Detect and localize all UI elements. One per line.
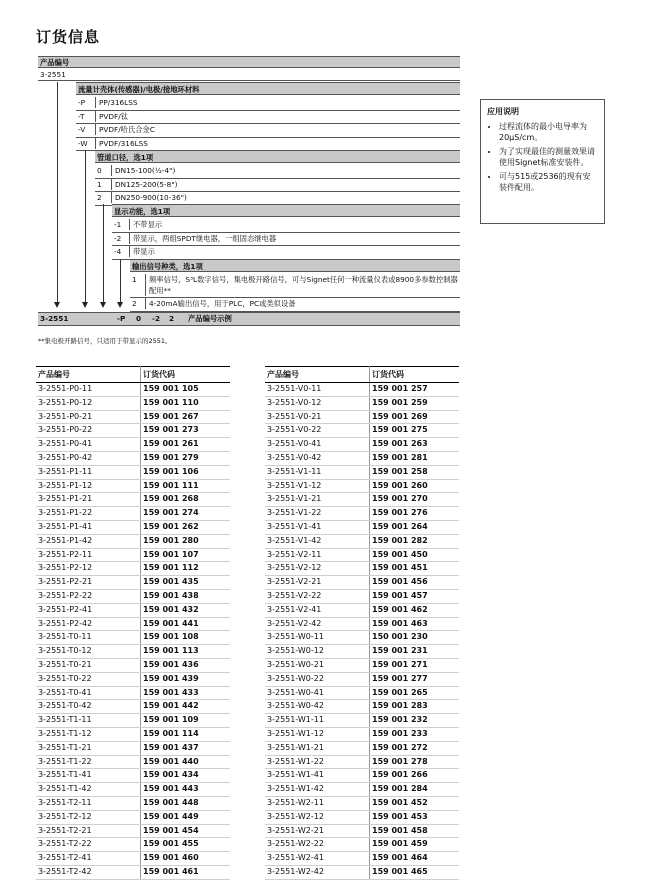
option-desc: PVDF/316LSS bbox=[95, 138, 460, 149]
table-row bbox=[36, 796, 230, 810]
order-code: 150 001 230 bbox=[370, 631, 460, 645]
part-number: 3-2551-P2-21 bbox=[36, 576, 141, 590]
option-code: -V bbox=[78, 125, 86, 134]
table-row bbox=[265, 700, 459, 714]
table-row bbox=[36, 410, 230, 424]
option-code: -P bbox=[78, 98, 86, 107]
example-size: 0 bbox=[136, 314, 142, 323]
table-row bbox=[36, 576, 230, 590]
table-row bbox=[265, 783, 459, 797]
table-row bbox=[265, 727, 459, 741]
table-row bbox=[36, 645, 230, 659]
table-row bbox=[36, 589, 230, 603]
table-row bbox=[265, 810, 459, 824]
table-row bbox=[36, 507, 230, 521]
order-code: 159 001 275 bbox=[370, 424, 460, 438]
order-code: 159 001 259 bbox=[370, 396, 460, 410]
order-code: 159 001 257 bbox=[370, 383, 460, 397]
table-row bbox=[36, 383, 230, 397]
option-row bbox=[76, 110, 460, 125]
order-code: 159 001 111 bbox=[141, 479, 231, 493]
part-number: 3-2551-W1-11 bbox=[265, 714, 370, 728]
part-number: 3-2551-P2-22 bbox=[36, 589, 141, 603]
part-number: 3-2551-P0-12 bbox=[36, 396, 141, 410]
order-code: 159 001 232 bbox=[370, 714, 460, 728]
order-code: 159 001 269 bbox=[370, 410, 460, 424]
footnote: **集电极开路信号，只适用于带显示的2551。 bbox=[38, 337, 172, 345]
group-output-header: 输出信号种类，选1项 bbox=[130, 259, 460, 272]
option-code: -1 bbox=[114, 220, 122, 229]
order-code: 159 001 456 bbox=[370, 576, 460, 590]
table-row bbox=[36, 631, 230, 645]
order-code: 159 001 439 bbox=[141, 672, 231, 686]
connector-line bbox=[103, 204, 104, 304]
table-row bbox=[36, 451, 230, 465]
order-code: 159 001 460 bbox=[141, 852, 231, 866]
table-row bbox=[265, 520, 459, 534]
order-code: 159 001 266 bbox=[370, 769, 460, 783]
part-number: 3-2551-P0-42 bbox=[36, 451, 141, 465]
part-number: 3-2551-T0-11 bbox=[36, 631, 141, 645]
order-code: 159 001 436 bbox=[141, 658, 231, 672]
order-code: 159 001 451 bbox=[370, 562, 460, 576]
option-row bbox=[112, 245, 460, 260]
option-row bbox=[112, 218, 460, 233]
table-row bbox=[265, 576, 459, 590]
part-number: 3-2551-T2-12 bbox=[36, 810, 141, 824]
order-code: 159 001 433 bbox=[141, 686, 231, 700]
part-number: 3-2551-W2-22 bbox=[265, 838, 370, 852]
table-row bbox=[36, 465, 230, 479]
table-row bbox=[265, 589, 459, 603]
option-code: -4 bbox=[114, 247, 122, 256]
part-number: 3-2551-V1-11 bbox=[265, 465, 370, 479]
part-number: 3-2551-W0-42 bbox=[265, 700, 370, 714]
table-row bbox=[36, 810, 230, 824]
option-code: 2 bbox=[97, 193, 102, 202]
option-desc: DN250-900(10-36") bbox=[111, 192, 460, 203]
table-row bbox=[265, 438, 459, 452]
part-number: 3-2551-T1-42 bbox=[36, 783, 141, 797]
col-part-header: 产品编号 bbox=[265, 367, 370, 383]
arrow-icon bbox=[117, 302, 123, 308]
table-row bbox=[265, 479, 459, 493]
table-row bbox=[36, 824, 230, 838]
col-code-header: 订货代码 bbox=[141, 367, 231, 383]
part-number: 3-2551-W2-41 bbox=[265, 852, 370, 866]
order-code: 159 001 438 bbox=[141, 589, 231, 603]
part-number: 3-2551-V2-41 bbox=[265, 603, 370, 617]
order-code: 159 001 108 bbox=[141, 631, 231, 645]
table-row bbox=[265, 838, 459, 852]
order-code: 159 001 459 bbox=[370, 838, 460, 852]
order-code: 159 001 464 bbox=[370, 852, 460, 866]
order-code: 159 001 280 bbox=[141, 534, 231, 548]
table-row bbox=[36, 424, 230, 438]
example-material: -P bbox=[117, 314, 126, 323]
part-number: 3-2551-P0-11 bbox=[36, 383, 141, 397]
table-row bbox=[265, 424, 459, 438]
order-code: 159 001 265 bbox=[370, 686, 460, 700]
part-number: 3-2551-V1-41 bbox=[265, 520, 370, 534]
order-code: 159 001 452 bbox=[370, 796, 460, 810]
part-number: 3-2551-P2-11 bbox=[36, 548, 141, 562]
table-row bbox=[36, 438, 230, 452]
order-code: 159 001 462 bbox=[370, 603, 460, 617]
table-row bbox=[265, 507, 459, 521]
table-row bbox=[36, 700, 230, 714]
part-number: 3-2551-W1-22 bbox=[265, 755, 370, 769]
order-code: 159 001 258 bbox=[370, 465, 460, 479]
order-code: 159 001 231 bbox=[370, 645, 460, 659]
part-number: 3-2551-W0-11 bbox=[265, 631, 370, 645]
option-desc: 带显示，两组SPDT继电器，一组固态继电器 bbox=[129, 233, 460, 244]
table-row bbox=[265, 631, 459, 645]
table-row bbox=[265, 672, 459, 686]
connector-line bbox=[120, 259, 121, 304]
table-row bbox=[265, 562, 459, 576]
order-code: 159 001 463 bbox=[370, 617, 460, 631]
example-display: -2 bbox=[152, 314, 161, 323]
order-code: 159 001 274 bbox=[141, 507, 231, 521]
part-number: 3-2551-V2-11 bbox=[265, 548, 370, 562]
part-number: 3-2551-P1-11 bbox=[36, 465, 141, 479]
table-row bbox=[265, 645, 459, 659]
order-code: 159 001 449 bbox=[141, 810, 231, 824]
part-number: 3-2551-V0-12 bbox=[265, 396, 370, 410]
table-row bbox=[36, 755, 230, 769]
part-number: 3-2551-V0-22 bbox=[265, 424, 370, 438]
option-code: -T bbox=[78, 111, 85, 121]
part-number: 3-2551-V1-21 bbox=[265, 493, 370, 507]
part-number: 3-2551-V0-42 bbox=[265, 451, 370, 465]
order-code: 159 001 110 bbox=[141, 396, 231, 410]
part-number: 3-2551-T1-11 bbox=[36, 714, 141, 728]
part-number: 3-2551-T1-21 bbox=[36, 741, 141, 755]
option-desc: PVDF/哈氏合金C bbox=[95, 124, 460, 135]
table-row bbox=[265, 451, 459, 465]
part-number: 3-2551-T1-41 bbox=[36, 769, 141, 783]
part-number: 3-2551-V1-12 bbox=[265, 479, 370, 493]
table-row bbox=[265, 714, 459, 728]
part-number: 3-2551-W0-12 bbox=[265, 645, 370, 659]
table-row bbox=[265, 824, 459, 838]
table-row bbox=[36, 852, 230, 866]
part-number: 3-2551-T2-41 bbox=[36, 852, 141, 866]
part-number: 3-2551-T2-11 bbox=[36, 796, 141, 810]
order-code: 159 001 281 bbox=[370, 451, 460, 465]
table-row bbox=[265, 617, 459, 631]
table-row bbox=[265, 865, 459, 879]
part-number: 3-2551-T2-21 bbox=[36, 824, 141, 838]
part-number: 3-2551-P1-12 bbox=[36, 479, 141, 493]
order-code: 159 001 457 bbox=[370, 589, 460, 603]
part-number: 3-2551-P0-22 bbox=[36, 424, 141, 438]
group-pipe-size-header: 管道口径，选1项 bbox=[95, 150, 460, 163]
table-row bbox=[36, 479, 230, 493]
order-code: 159 001 105 bbox=[141, 383, 231, 397]
order-code: 159 001 455 bbox=[141, 838, 231, 852]
option-row bbox=[76, 137, 460, 152]
example-base: 3-2551 bbox=[40, 314, 69, 323]
order-code: 159 001 279 bbox=[141, 451, 231, 465]
table-row bbox=[265, 796, 459, 810]
option-code: 2 bbox=[132, 299, 137, 308]
option-row bbox=[95, 164, 460, 179]
table-row bbox=[265, 548, 459, 562]
order-code: 159 001 107 bbox=[141, 548, 231, 562]
group-display-header: 显示功能，选1项 bbox=[112, 204, 460, 217]
option-desc: 频率信号，S³L数字信号，集电极开路信号，可与Signet任何一种流量仪表或8900多参数控制器配用** bbox=[145, 274, 460, 296]
note-item: • 为了实现最佳的测量效果请使用Signet标准安装件。 bbox=[499, 146, 598, 168]
order-code: 159 001 273 bbox=[141, 424, 231, 438]
table-row bbox=[36, 658, 230, 672]
order-code: 159 001 263 bbox=[370, 438, 460, 452]
order-code: 159 001 461 bbox=[141, 865, 231, 879]
part-number: 3-2551-T0-22 bbox=[36, 672, 141, 686]
table-row bbox=[265, 383, 459, 397]
order-code: 159 001 434 bbox=[141, 769, 231, 783]
part-number: 3-2551-W0-22 bbox=[265, 672, 370, 686]
order-code: 159 001 450 bbox=[370, 548, 460, 562]
part-number: 3-2551-W0-21 bbox=[265, 658, 370, 672]
table-row bbox=[265, 769, 459, 783]
parts-table-left bbox=[36, 366, 230, 880]
part-number: 3-2551-T0-42 bbox=[36, 700, 141, 714]
table-row bbox=[36, 534, 230, 548]
table-row bbox=[265, 465, 459, 479]
option-desc: 带显示 bbox=[129, 246, 460, 257]
option-code: 1 bbox=[132, 275, 137, 284]
table-row bbox=[265, 410, 459, 424]
option-desc: 不带显示 bbox=[129, 219, 460, 230]
product-no-header: 产品编号 bbox=[38, 56, 460, 68]
order-code: 159 001 437 bbox=[141, 741, 231, 755]
table-row bbox=[265, 686, 459, 700]
col-code-header: 订货代码 bbox=[370, 367, 460, 383]
part-number: 3-2551-V2-21 bbox=[265, 576, 370, 590]
arrow-icon bbox=[82, 302, 88, 308]
table-row bbox=[265, 852, 459, 866]
order-code: 159 001 284 bbox=[370, 783, 460, 797]
table-row bbox=[36, 686, 230, 700]
option-row bbox=[130, 297, 460, 312]
table-row bbox=[265, 741, 459, 755]
order-code: 159 001 270 bbox=[370, 493, 460, 507]
order-code: 159 001 448 bbox=[141, 796, 231, 810]
order-code: 159 001 441 bbox=[141, 617, 231, 631]
notes-list bbox=[487, 121, 598, 193]
option-code: 1 bbox=[97, 179, 102, 189]
part-number: 3-2551-W2-12 bbox=[265, 810, 370, 824]
connector-line bbox=[57, 82, 58, 304]
order-code: 159 001 440 bbox=[141, 755, 231, 769]
part-number: 3-2551-V0-41 bbox=[265, 438, 370, 452]
part-number: 3-2551-P2-42 bbox=[36, 617, 141, 631]
option-desc: DN15-100(½-4") bbox=[111, 165, 460, 176]
option-row bbox=[76, 96, 460, 111]
order-code: 159 001 278 bbox=[370, 755, 460, 769]
part-number: 3-2551-V0-11 bbox=[265, 383, 370, 397]
part-number: 3-2551-P2-41 bbox=[36, 603, 141, 617]
option-code: -2 bbox=[114, 233, 122, 243]
order-code: 159 001 272 bbox=[370, 741, 460, 755]
part-number: 3-2551-P1-41 bbox=[36, 520, 141, 534]
table-row bbox=[36, 783, 230, 797]
table-row bbox=[36, 865, 230, 879]
part-number: 3-2551-T0-41 bbox=[36, 686, 141, 700]
example-row bbox=[38, 312, 460, 326]
table-row bbox=[265, 534, 459, 548]
example-label: 产品编号示例 bbox=[188, 314, 232, 323]
order-code: 159 001 262 bbox=[141, 520, 231, 534]
order-code: 159 001 112 bbox=[141, 562, 231, 576]
part-number: 3-2551-T0-12 bbox=[36, 645, 141, 659]
option-row bbox=[95, 178, 460, 193]
part-number: 3-2551-P1-42 bbox=[36, 534, 141, 548]
part-number: 3-2551-V1-42 bbox=[265, 534, 370, 548]
order-code: 159 001 442 bbox=[141, 700, 231, 714]
part-number: 3-2551-T2-22 bbox=[36, 838, 141, 852]
table-row bbox=[265, 603, 459, 617]
part-number: 3-2551-T1-22 bbox=[36, 755, 141, 769]
arrow-icon bbox=[54, 302, 60, 308]
part-number: 3-2551-P1-21 bbox=[36, 493, 141, 507]
order-code: 159 001 277 bbox=[370, 672, 460, 686]
order-code: 159 001 435 bbox=[141, 576, 231, 590]
part-number: 3-2551-V0-21 bbox=[265, 410, 370, 424]
part-number: 3-2551-V2-42 bbox=[265, 617, 370, 631]
note-item: • 可与515或2536的现有安装件配用。 bbox=[499, 171, 598, 193]
table-row bbox=[36, 493, 230, 507]
option-code: 0 bbox=[97, 166, 102, 175]
example-output: 2 bbox=[169, 314, 175, 323]
part-number: 3-2551-W1-21 bbox=[265, 741, 370, 755]
option-row bbox=[130, 273, 460, 298]
table-row bbox=[36, 520, 230, 534]
option-desc: 4-20mA输出信号，用于PLC，PC或类似设备 bbox=[145, 298, 460, 309]
option-desc: PP/316LSS bbox=[95, 97, 460, 108]
table-row bbox=[36, 769, 230, 783]
parts-table-right bbox=[265, 366, 459, 880]
table-row bbox=[36, 617, 230, 631]
base-code: 3-2551 bbox=[38, 69, 460, 81]
order-code: 159 001 276 bbox=[370, 507, 460, 521]
part-number: 3-2551-T2-42 bbox=[36, 865, 141, 879]
table-row bbox=[265, 396, 459, 410]
order-code: 159 001 443 bbox=[141, 783, 231, 797]
table-row bbox=[36, 396, 230, 410]
group-material-header: 流量计壳体(传感器)/电极/接地环材料 bbox=[76, 82, 460, 95]
table-row bbox=[36, 603, 230, 617]
part-number: 3-2551-V2-12 bbox=[265, 562, 370, 576]
table-row bbox=[265, 658, 459, 672]
part-number: 3-2551-V1-22 bbox=[265, 507, 370, 521]
part-number: 3-2551-W0-41 bbox=[265, 686, 370, 700]
order-code: 159 001 106 bbox=[141, 465, 231, 479]
option-row bbox=[112, 232, 460, 247]
part-number: 3-2551-W2-21 bbox=[265, 824, 370, 838]
part-number: 3-2551-T1-12 bbox=[36, 727, 141, 741]
table-row bbox=[265, 493, 459, 507]
option-row bbox=[76, 123, 460, 138]
part-number: 3-2551-P0-41 bbox=[36, 438, 141, 452]
table-row bbox=[36, 838, 230, 852]
option-code: -W bbox=[78, 138, 88, 148]
connector-line bbox=[85, 150, 86, 304]
order-code: 159 001 113 bbox=[141, 645, 231, 659]
application-notes bbox=[480, 99, 605, 224]
order-code: 159 001 268 bbox=[141, 493, 231, 507]
order-code: 159 001 260 bbox=[370, 479, 460, 493]
order-code: 159 001 458 bbox=[370, 824, 460, 838]
order-code: 159 001 233 bbox=[370, 727, 460, 741]
order-code: 159 001 454 bbox=[141, 824, 231, 838]
page-title: 订货信息 bbox=[36, 28, 101, 46]
part-number: 3-2551-W1-12 bbox=[265, 727, 370, 741]
part-number: 3-2551-P2-12 bbox=[36, 562, 141, 576]
col-part-header: 产品编号 bbox=[36, 367, 141, 383]
table-row bbox=[36, 562, 230, 576]
part-number: 3-2551-W1-42 bbox=[265, 783, 370, 797]
order-code: 159 001 109 bbox=[141, 714, 231, 728]
part-number: 3-2551-P1-22 bbox=[36, 507, 141, 521]
order-code: 159 001 114 bbox=[141, 727, 231, 741]
order-code: 159 001 432 bbox=[141, 603, 231, 617]
part-number: 3-2551-W1-41 bbox=[265, 769, 370, 783]
part-number: 3-2551-W2-42 bbox=[265, 865, 370, 879]
part-number: 3-2551-T0-21 bbox=[36, 658, 141, 672]
order-code: 159 001 282 bbox=[370, 534, 460, 548]
option-desc: DN125-200(5-8") bbox=[111, 179, 460, 190]
order-code: 159 001 283 bbox=[370, 700, 460, 714]
table-row bbox=[36, 727, 230, 741]
table-row bbox=[36, 672, 230, 686]
table-row bbox=[36, 714, 230, 728]
notes-heading: 应用说明 bbox=[487, 107, 519, 116]
order-code: 159 001 264 bbox=[370, 520, 460, 534]
table-row bbox=[36, 741, 230, 755]
order-code: 159 001 267 bbox=[141, 410, 231, 424]
order-code: 159 001 271 bbox=[370, 658, 460, 672]
part-number: 3-2551-W2-11 bbox=[265, 796, 370, 810]
table-row bbox=[265, 755, 459, 769]
table-row bbox=[36, 548, 230, 562]
order-code: 159 001 261 bbox=[141, 438, 231, 452]
part-number: 3-2551-P0-21 bbox=[36, 410, 141, 424]
note-item: • 过程流体的最小电导率为20μS/cm。 bbox=[499, 121, 598, 143]
order-code: 159 001 465 bbox=[370, 865, 460, 879]
arrow-icon bbox=[100, 302, 106, 308]
option-desc: PVDF/钛 bbox=[95, 111, 460, 122]
part-number: 3-2551-V2-22 bbox=[265, 589, 370, 603]
order-code: 159 001 453 bbox=[370, 810, 460, 824]
